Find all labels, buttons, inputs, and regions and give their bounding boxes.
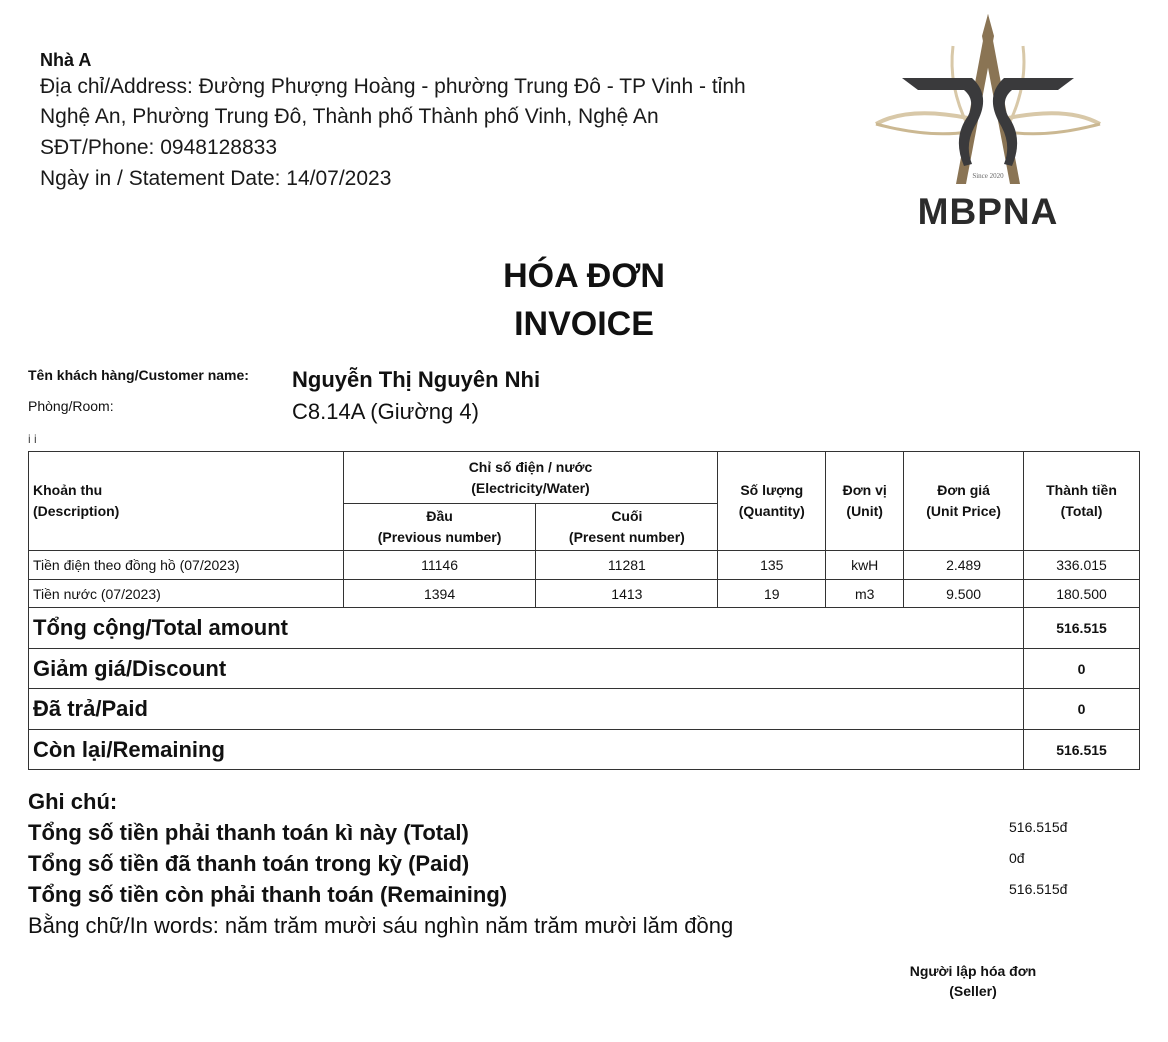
header-unit-vi: Đơn vị [842, 482, 887, 498]
summary-label: Tổng cộng/Total amount [29, 608, 1024, 649]
header-quantity-vi: Số lượng [740, 482, 804, 498]
header-meter [343, 452, 718, 504]
header-unit-price-en: (Unit Price) [926, 503, 1001, 519]
table-row [29, 551, 1140, 580]
summary-row-paid [29, 689, 1140, 730]
header-unit-en: (Unit) [846, 503, 883, 519]
star-logo-icon [868, 6, 1108, 238]
header-total [1024, 452, 1140, 551]
seller-label-vi: Người lập hóa đơn [909, 963, 1037, 979]
header-unit-price [904, 452, 1024, 551]
row-total: 180.500 [1024, 580, 1140, 608]
note-total-label: Tổng số tiền phải thanh toán kì này (Total) [28, 820, 469, 845]
note-remaining-value: 516.515đ [1009, 881, 1068, 897]
header-unit-price-vi: Đơn giá [937, 482, 990, 498]
note-remaining-label: Tổng số tiền còn phải thanh toán (Remaining) [28, 882, 508, 907]
summary-row-remaining [29, 730, 1140, 770]
misc-text: i i [28, 432, 37, 446]
logo-brand: MBPNA [917, 191, 1059, 232]
note-paid-label: Tổng số tiền đã thanh toán trong kỳ (Paid) [28, 851, 470, 876]
row-previous: 1394 [343, 580, 536, 608]
summary-value: 516.515 [1024, 608, 1140, 649]
customer-name-label: Tên khách hàng/Customer name: [28, 367, 249, 383]
seller-label-en: (Seller) [949, 983, 997, 999]
statement-date: Ngày in / Statement Date: 14/07/2023 [40, 167, 392, 190]
row-present: 11281 [536, 551, 718, 580]
address-line-1: Địa chỉ/Address: Đường Phượng Hoàng - phường Trung Đô - TP Vinh - tỉnh [40, 75, 746, 98]
summary-value: 0 [1024, 649, 1140, 689]
row-unit: m3 [826, 580, 904, 608]
company-logo [868, 6, 1108, 238]
header-present-vi: Cuối [611, 508, 643, 524]
header-meter-en: (Electricity/Water) [471, 479, 590, 496]
row-description: Tiền nước (07/2023) [29, 580, 344, 608]
room-label: Phòng/Room: [28, 398, 114, 414]
summary-value: 516.515 [1024, 730, 1140, 770]
row-quantity: 135 [718, 551, 826, 580]
summary-label: Còn lại/Remaining [29, 730, 1024, 770]
invoice-title-vi: HÓA ĐƠN [503, 257, 665, 295]
header-present-en: (Present number) [568, 529, 685, 545]
logo-tagline: Since 2020 [972, 172, 1004, 180]
invoice-table [28, 451, 1140, 770]
header-previous-en: (Previous number) [377, 529, 502, 545]
address-line-2: Nghệ An, Phường Trung Đô, Thành phố Thành phố Vinh, Nghệ An [40, 105, 659, 128]
header-description-en: (Description) [33, 503, 120, 519]
header-present [536, 504, 718, 551]
note-total-value: 516.515đ [1009, 819, 1068, 835]
header-total-vi: Thành tiền [1046, 482, 1117, 498]
row-unit-price: 9.500 [904, 580, 1024, 608]
header-description-vi: Khoản thu [33, 482, 103, 498]
summary-label: Đã trả/Paid [29, 689, 1024, 730]
summary-row-total [29, 608, 1140, 649]
table-header-row [29, 452, 1140, 504]
row-total: 336.015 [1024, 551, 1140, 580]
summary-label: Giảm giá/Discount [29, 649, 1024, 689]
row-quantity: 19 [718, 580, 826, 608]
row-present: 1413 [536, 580, 718, 608]
note-paid-value: 0đ [1009, 850, 1025, 866]
seller-signature-block [880, 961, 1066, 1001]
phone: SĐT/Phone: 0948128833 [40, 136, 278, 159]
row-unit: kwH [826, 551, 904, 580]
notes-heading: Ghi chú: [28, 789, 118, 814]
header-previous-vi: Đầu [426, 508, 453, 524]
summary-value: 0 [1024, 689, 1140, 730]
summary-row-discount [29, 649, 1140, 689]
customer-name: Nguyễn Thị Nguyên Nhi [292, 367, 541, 392]
table-row [29, 580, 1140, 608]
company-name: Nhà A [40, 50, 92, 70]
row-description: Tiền điện theo đồng hồ (07/2023) [29, 551, 344, 580]
room-value: C8.14A (Giường 4) [292, 399, 479, 424]
header-quantity [718, 452, 826, 551]
row-unit-price: 2.489 [904, 551, 1024, 580]
header-meter-vi: Chỉ số điện / nước [468, 458, 593, 475]
header-quantity-en: (Quantity) [738, 503, 805, 519]
row-previous: 11146 [343, 551, 536, 580]
header-previous [343, 504, 536, 551]
invoice-title-en: INVOICE [514, 305, 654, 343]
header-description [29, 452, 344, 551]
header-total-en: (Total) [1060, 503, 1103, 519]
amount-in-words: Bằng chữ/In words: năm trăm mười sáu nghìn năm trăm mười lăm đồng [28, 913, 734, 938]
header-unit [826, 452, 904, 551]
